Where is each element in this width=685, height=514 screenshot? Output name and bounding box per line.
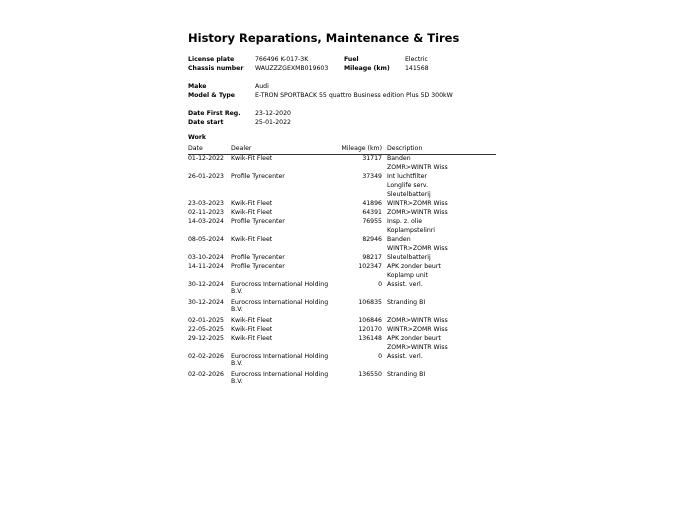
- table-row: [188, 235, 496, 253]
- row-dealer: Eurocross International Holding B.V.: [231, 352, 329, 367]
- row-mileage: 106835: [358, 299, 382, 306]
- row-dealer: Profile Tyrecenter: [231, 262, 285, 270]
- row-description-line: WINTR>ZOMR Wiss: [387, 326, 448, 333]
- row-description-line: Assist. verl.: [387, 353, 423, 360]
- row-description-line: ZOMR>WINTR Wiss: [387, 317, 448, 324]
- row-description-line: WINTR>ZOMR Wiss: [387, 245, 448, 252]
- row-date: 02-02-2026: [188, 371, 224, 378]
- row-mileage: 31717: [362, 155, 382, 162]
- license-plate-label: License plate: [188, 56, 235, 63]
- row-mileage: 98217: [362, 254, 382, 261]
- row-date: 03-10-2024: [188, 254, 224, 261]
- row-description-line: Longlife serv.: [387, 182, 429, 189]
- chassis-value: WAUZZZGEXMB019603: [255, 65, 329, 72]
- col-date-header: Date: [188, 145, 203, 152]
- row-description-line: Sleutelbatterij: [387, 254, 431, 261]
- row-mileage: 41896: [362, 200, 382, 207]
- row-date: 26-01-2023: [188, 173, 224, 180]
- row-mileage: 136148: [358, 335, 382, 342]
- date-first-reg-label: Date First Reg.: [188, 110, 241, 117]
- row-dealer: Kwik-Fit Fleet: [231, 208, 273, 216]
- row-mileage: 0: [378, 281, 382, 288]
- chassis-label: Chassis number: [188, 65, 244, 72]
- row-description-line: APK zonder beurt: [387, 263, 441, 270]
- fuel-label: Fuel: [344, 56, 359, 63]
- table-row: [188, 316, 496, 325]
- make-label: Make: [188, 83, 207, 90]
- row-description-line: Banden: [387, 155, 411, 162]
- row-dealer: Kwik-Fit Fleet: [231, 334, 273, 342]
- row-date: 22-05-2025: [188, 326, 224, 333]
- row-description-line: ZOMR>WINTR Wiss: [387, 344, 448, 351]
- row-date: 23-03-2023: [188, 200, 224, 207]
- row-date: 01-12-2022: [188, 155, 224, 162]
- row-description-line: Sleutelbatterij: [387, 191, 431, 198]
- row-date: 02-01-2025: [188, 317, 224, 324]
- row-dealer: Kwik-Fit Fleet: [231, 316, 273, 324]
- row-description-line: APK zonder beurt: [387, 335, 441, 342]
- row-dealer: Profile Tyrecenter: [231, 253, 285, 261]
- row-date: 14-11-2024: [188, 263, 224, 270]
- table-row: [188, 280, 496, 298]
- row-date: 29-12-2025: [188, 335, 224, 342]
- row-mileage: 102347: [358, 263, 382, 270]
- row-dealer: Eurocross International Holding B.V.: [231, 280, 329, 295]
- row-date: 30-12-2024: [188, 299, 224, 306]
- col-description-header: Description: [387, 145, 423, 152]
- row-description-line: Assist. verl.: [387, 281, 423, 288]
- table-row: [188, 208, 496, 217]
- row-dealer: Kwik-Fit Fleet: [231, 154, 273, 162]
- row-mileage: 120170: [358, 326, 382, 333]
- table-row: [188, 199, 496, 208]
- row-description-line: ZOMR>WINTR Wiss: [387, 164, 448, 171]
- row-description-line: Stranding BI: [387, 299, 426, 306]
- make-value: Audi: [255, 83, 269, 90]
- table-row: [188, 370, 496, 388]
- row-dealer: Kwik-Fit Fleet: [231, 235, 273, 243]
- row-description-line: Koplamp unit: [387, 272, 428, 279]
- row-description-line: Koplampstelinri: [387, 227, 436, 234]
- row-date: 14-03-2024: [188, 218, 224, 225]
- row-description-line: Stranding BI: [387, 371, 426, 378]
- table-row: [188, 298, 496, 316]
- mileage-value: 141568: [405, 65, 429, 72]
- row-description-line: ZOMR>WINTR Wiss: [387, 209, 448, 216]
- page-title: History Reparations, Maintenance & Tires: [188, 31, 460, 45]
- col-dealer-header: Dealer: [231, 145, 252, 152]
- row-dealer: Eurocross International Holding B.V.: [231, 298, 329, 313]
- fuel-value: Electric: [405, 56, 428, 63]
- table-row: [188, 325, 496, 334]
- table-row: [188, 262, 496, 280]
- row-dealer: Kwik-Fit Fleet: [231, 199, 273, 207]
- row-mileage: 106846: [358, 317, 382, 324]
- row-dealer: Profile Tyrecenter: [231, 217, 285, 225]
- row-mileage: 0: [378, 353, 382, 360]
- table-row: [188, 334, 496, 352]
- table-row: [188, 172, 496, 199]
- row-description-line: Int luchtfilter: [387, 173, 427, 180]
- col-mileage-header: Mileage (km): [341, 145, 382, 152]
- model-label: Model & Type: [188, 92, 236, 99]
- row-mileage: 136550: [358, 371, 382, 378]
- row-dealer: Profile Tyrecenter: [231, 172, 285, 180]
- date-first-reg-value: 23-12-2020: [255, 110, 291, 117]
- row-description-line: WINTR>ZOMR Wiss: [387, 200, 448, 207]
- row-dealer: Kwik-Fit Fleet: [231, 325, 273, 333]
- table-row: [188, 217, 496, 235]
- license-plate-value: 766496 K-017-3K: [255, 56, 309, 63]
- table-row: [188, 154, 496, 172]
- row-description-line: Banden: [387, 236, 411, 243]
- row-mileage: 64391: [362, 209, 382, 216]
- row-mileage: 37349: [362, 173, 382, 180]
- work-section-title: Work: [188, 134, 207, 141]
- table-row: [188, 253, 496, 262]
- row-mileage: 76955: [362, 218, 382, 225]
- date-start-value: 25-01-2022: [255, 119, 291, 126]
- row-mileage: 82946: [362, 236, 382, 243]
- model-value: E-TRON SPORTBACK 55 quattro Business edition Plus 5D 300kW: [255, 92, 453, 99]
- row-dealer: Eurocross International Holding B.V.: [231, 370, 329, 385]
- table-row: [188, 352, 496, 370]
- row-date: 30-12-2024: [188, 281, 224, 288]
- date-start-label: Date start: [188, 119, 224, 126]
- row-description-line: Insp. z. olie: [387, 218, 423, 225]
- row-date: 02-11-2023: [188, 209, 224, 216]
- row-date: 02-02-2026: [188, 353, 224, 360]
- row-date: 08-05-2024: [188, 236, 224, 243]
- mileage-label: Mileage (km): [344, 65, 390, 72]
